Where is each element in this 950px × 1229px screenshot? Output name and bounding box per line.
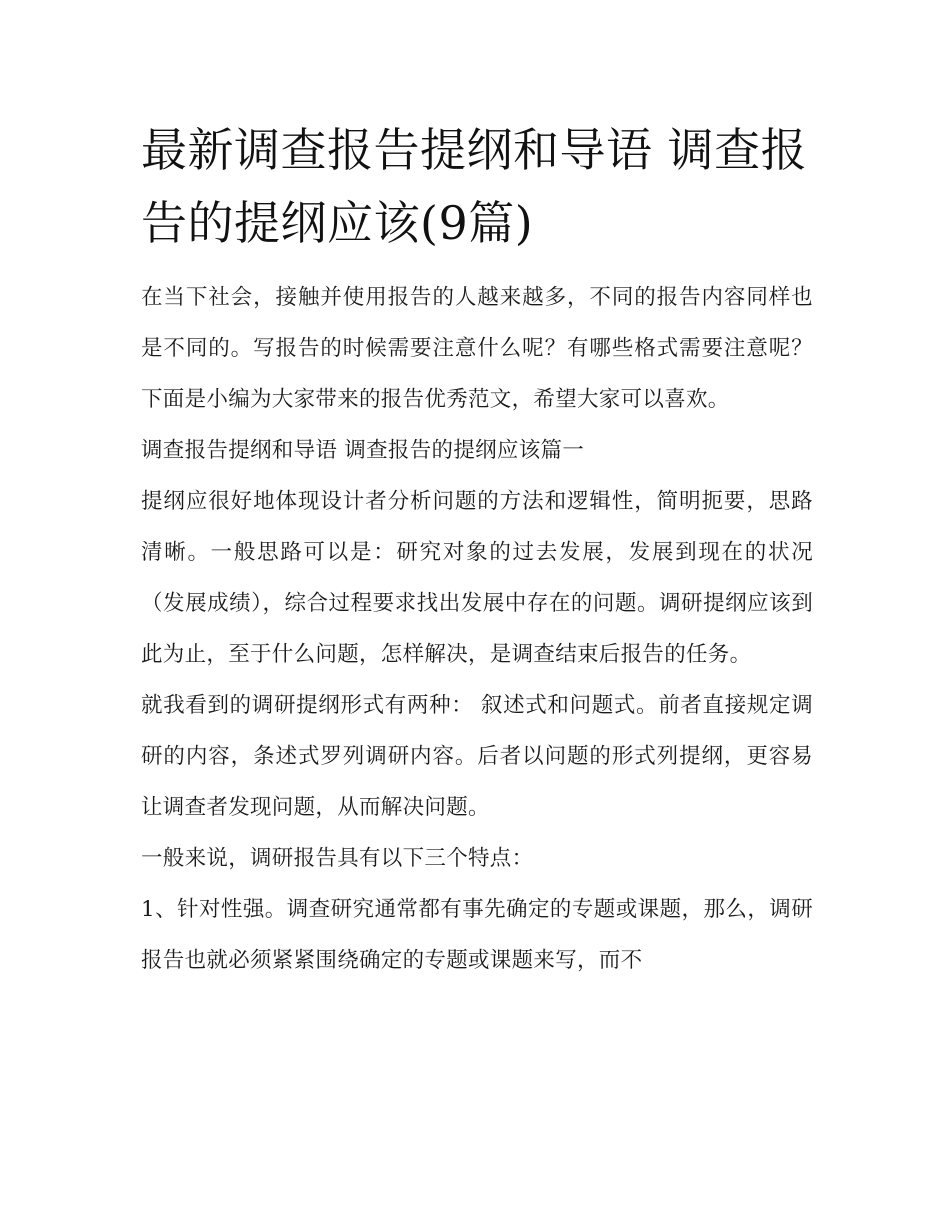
document-page bbox=[141, 114, 813, 986]
section-heading: 调查报告提纲和导语 调查报告的提纲应该篇一 bbox=[141, 438, 585, 463]
body-paragraph: 提纲应很好地体现设计者分析问题的方法和逻辑性，简明扼要，思路清晰。一般思路可以是：研究对象的过去发展，发展到现在的状况（发展成绩），综合过程要求找出发展中存在的问题。调研提纲应该到此为止，至于什么问题，怎样解决，是调查结束后报告的任务。 bbox=[141, 489, 813, 667]
body-paragraph: 一般来说，调研报告具有以下三个特点： bbox=[141, 846, 534, 871]
body-paragraph: 就我看到的调研提纲形式有两种： 叙述式和问题式。前者直接规定调研的内容，条述式罗列调研内容。后者以问题的形式列提纲，更容易让调查者发现问题，从而解决问题。 bbox=[141, 693, 813, 820]
list-item: 1、针对性强。调查研究通常都有事先确定的专题或课题，那么，调研报告也就必须紧紧围绕确定的专题或课题来写，而不 bbox=[141, 897, 813, 973]
intro-paragraph: 在当下社会，接触并使用报告的人越来越多，不同的报告内容同样也是不同的。写报告的时候需要注意什么呢？有哪些格式需要注意呢？下面是小编为大家带来的报告优秀范文，希望大家可以喜欢。 bbox=[141, 285, 813, 412]
document-title: 最新调查报告提纲和导语 调查报告的提纲应该(9篇) bbox=[141, 123, 808, 250]
